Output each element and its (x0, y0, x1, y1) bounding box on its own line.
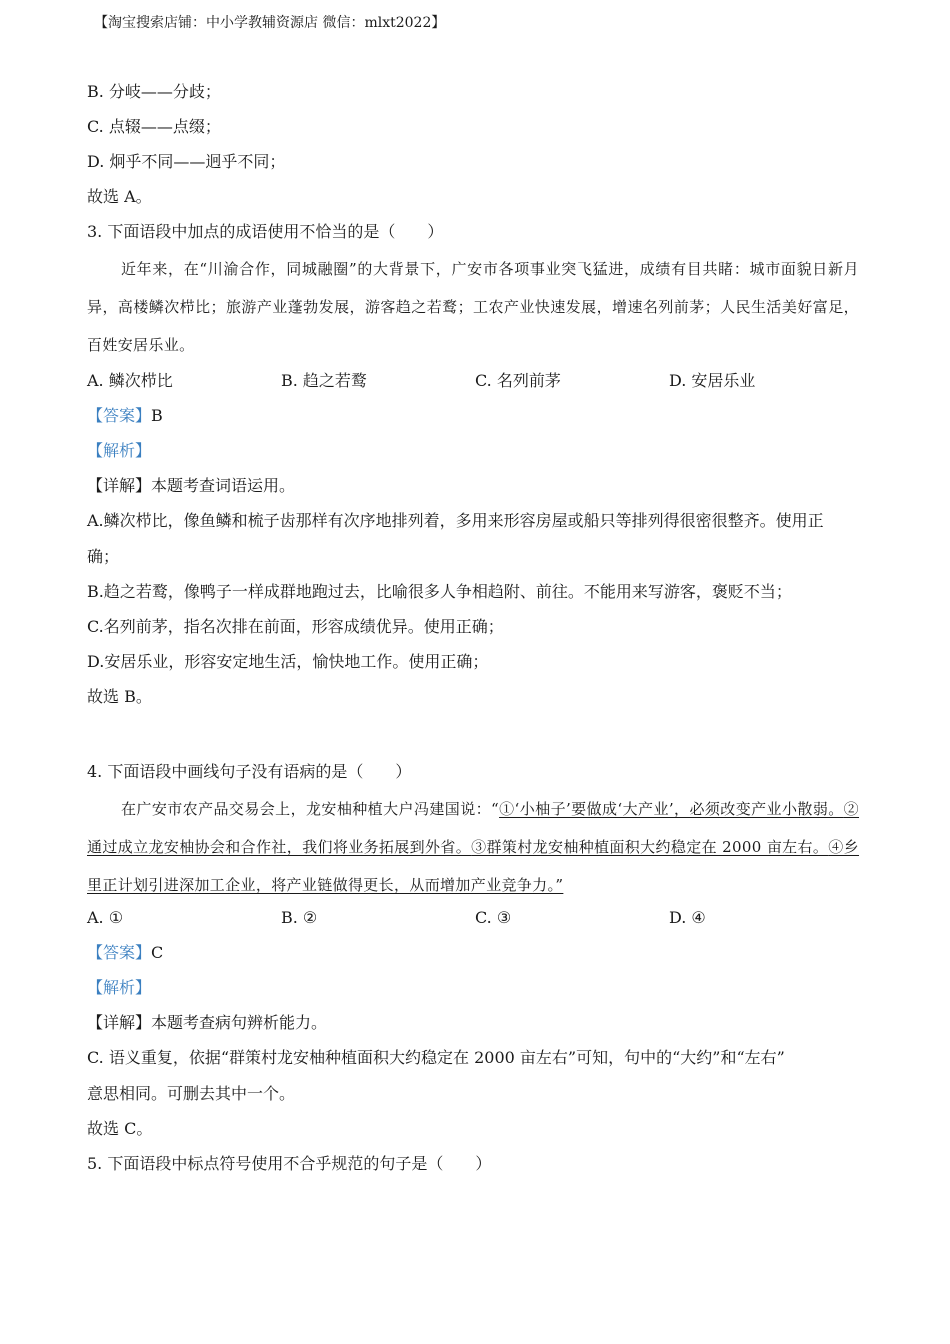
q3-answer-label: 【答案】 (87, 406, 152, 425)
q3-detail-label: 【详解】 (87, 476, 152, 495)
q4-option-a: A. ① (87, 908, 124, 927)
q3-explanation-c: C.名列前茅，指名次排在前面，形容成绩优异。使用正确； (87, 617, 504, 636)
q3-detail (87, 476, 295, 496)
q3-answer-value: B (151, 406, 163, 425)
q4-answer (87, 943, 163, 963)
q3-detail-text: 本题考查词语运用。 (151, 476, 296, 495)
prev-option-c: C. 点辍——点缀； (87, 117, 221, 136)
q4-option-b: B. ② (281, 908, 318, 927)
q4-detail-label: 【详解】 (87, 1013, 152, 1032)
q4-sentence-3: ③群策村龙安柚种植面积大约稳定在 2000 亩左右。 (471, 838, 829, 856)
q3-explanation-b: B.趋之若鹜，像鸭子一样成群地跑过去，比喻很多人争相趋附、前往。不能用来写游客，褒贬不当； (87, 582, 792, 601)
q3-analysis-label: 【解析】 (87, 441, 152, 460)
q3-option-d: D. 安居乐业 (669, 371, 756, 390)
q4-sentence-1: ①‘小柚子’要做成‘大产业’，必须改变产业小散弱。 (499, 800, 844, 818)
q4-stem: 4. 下面语段中画线句子没有语病的是（ ） (87, 762, 412, 781)
q4-sentence-4: ④乡里正计划引进深加工企业，将产业链做得更长，从而增加产业竞争力。” (87, 838, 860, 894)
q4-explanation-cont: 意思相同。可删去其中一个。 (87, 1084, 296, 1103)
q3-option-b: B. 趋之若鹜 (281, 371, 367, 390)
q4-sentence-2: ②通过成立龙安柚协会和合作社，我们将业务拓展到外省。 (87, 800, 860, 856)
prev-conclusion: 故选 A。 (87, 187, 152, 206)
q4-option-d: D. ④ (669, 908, 706, 927)
page-header: 【淘宝搜索店铺：中小学教辅资源店 微信：mlxt2022】 (94, 15, 446, 31)
q3-stem: 3. 下面语段中加点的成语使用不恰当的是（ ） (87, 222, 444, 241)
q4-answer-label: 【答案】 (87, 943, 152, 962)
q4-detail (87, 1013, 327, 1033)
prev-option-d: D. 炯乎不同——迥乎不同； (87, 152, 286, 171)
q3-explanation-d: D.安居乐业，形容安定地生活，愉快地工作。使用正确； (87, 652, 489, 671)
q4-passage-intro: 在广安市农产品交易会上，龙安柚种植大户冯建国说：“ (121, 800, 500, 818)
q3-passage: 近年来，在“川渝合作，同城融圈”的大背景下，广安市各项事业突飞猛进，成绩有目共睹：城市面貌日新月异，高楼鳞次栉比；旅游产业蓬勃发展，游客趋之若鹜；工农产业快速发展，增速名列前茅；人民生活美好富足，百姓安居乐业。 (87, 260, 859, 354)
q3-conclusion: 故选 B。 (87, 687, 152, 706)
q4-answer-value: C (151, 943, 164, 962)
q3-option-c: C. 名列前茅 (475, 371, 561, 390)
q4-passage (87, 790, 859, 904)
q4-option-c: C. ③ (475, 908, 512, 927)
q3-answer (87, 406, 163, 426)
q3-explanation-a-cont: 确； (87, 547, 120, 566)
q3-explanation-a: A.鳞次栉比，像鱼鳞和梳子齿那样有次序地排列着，多用来形容房屋或船只等排列得很密很整齐。使用正 (87, 511, 824, 530)
prev-option-b: B. 分岐——分歧； (87, 82, 221, 101)
q4-analysis-label: 【解析】 (87, 978, 152, 997)
q5-stem: 5. 下面语段中标点符号使用不合乎规范的句子是（ ） (87, 1154, 492, 1173)
q4-conclusion: 故选 C。 (87, 1119, 153, 1138)
q3-option-a: A. 鳞次栉比 (87, 371, 173, 390)
q4-explanation: C. 语义重复，依据“群策村龙安柚种植面积大约稳定在 2000 亩左右”可知，句中的“大约”和“左右” (87, 1048, 785, 1067)
q4-detail-text: 本题考查病句辨析能力。 (151, 1013, 328, 1032)
